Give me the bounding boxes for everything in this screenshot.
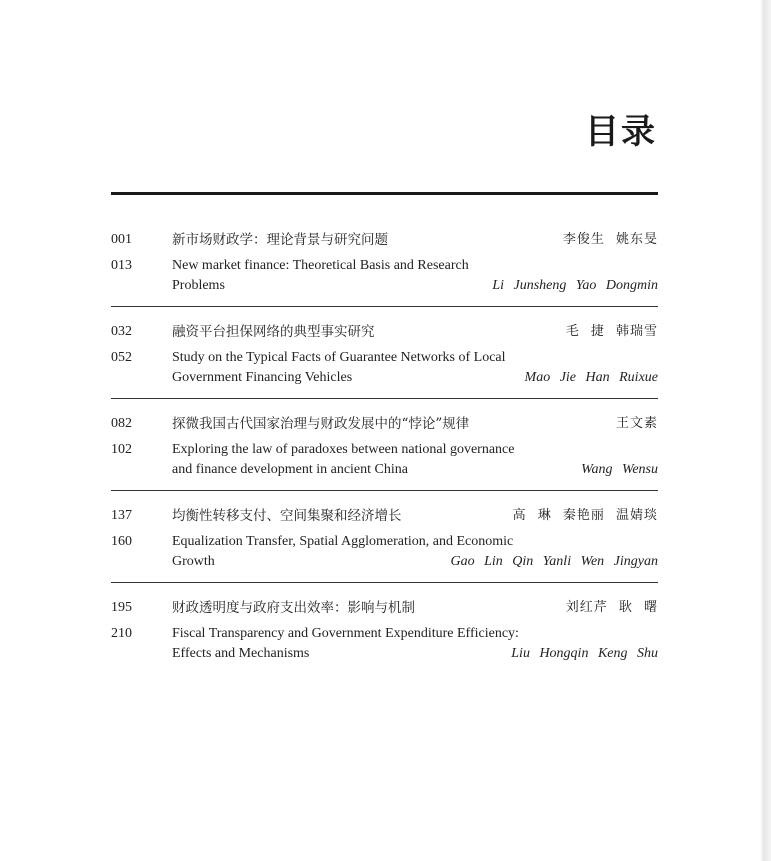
cn-article-title[interactable]: 均衡性转移支付、空间集聚和经济增长 xyxy=(172,508,402,524)
en-article-title-line1[interactable]: New market finance: Theoretical Basis and Research xyxy=(172,258,469,273)
cn-page-number: 195 xyxy=(111,600,132,615)
cn-authors: 李俊生 姚东旻 xyxy=(562,232,658,247)
en-article-title-line2[interactable]: Problems xyxy=(172,278,225,293)
cn-page-number: 032 xyxy=(111,324,132,339)
en-article-title-line2[interactable]: Government Financing Vehicles xyxy=(172,370,353,385)
page-edge xyxy=(760,0,771,861)
cn-page-number: 137 xyxy=(111,508,132,523)
entry-divider xyxy=(111,490,658,491)
cn-authors: 刘红芹 耿 曙 xyxy=(565,600,658,615)
en-article-title-line2[interactable]: Growth xyxy=(172,554,215,569)
en-page-number: 210 xyxy=(111,626,132,641)
entry-divider xyxy=(111,582,658,583)
cn-article-title[interactable]: 财政透明度与政府支出效率：影响与机制 xyxy=(172,600,415,616)
en-article-title-line1[interactable]: Study on the Typical Facts of Guarantee Networks of Local xyxy=(172,350,506,365)
cn-authors: 王文素 xyxy=(615,416,658,431)
en-authors: Gao Lin Qin Yanli Wen Jingyan xyxy=(450,554,658,569)
cn-page-number: 082 xyxy=(111,416,132,431)
en-page-number: 102 xyxy=(111,442,132,457)
en-page-number: 052 xyxy=(111,350,132,365)
en-article-title-line2[interactable]: Effects and Mechanisms xyxy=(172,646,310,661)
page-title: 目录 xyxy=(585,112,657,152)
en-article-title-line1[interactable]: Fiscal Transparency and Government Expenditure Efficiency: xyxy=(172,626,519,641)
table-of-contents xyxy=(111,220,658,680)
en-authors: Mao Jie Han Ruixue xyxy=(524,370,658,385)
entry-divider xyxy=(111,398,658,399)
toc-entry xyxy=(111,496,658,588)
cn-article-title[interactable]: 探微我国古代国家治理与财政发展中的“悖论”规律 xyxy=(172,416,470,432)
en-authors: Li Junsheng Yao Dongmin xyxy=(492,278,658,293)
cn-article-title[interactable]: 新市场财政学：理论背景与研究问题 xyxy=(172,232,388,248)
toc-entry xyxy=(111,588,658,680)
entry-divider xyxy=(111,306,658,307)
en-article-title-line2[interactable]: and finance development in ancient China xyxy=(172,462,408,477)
en-article-title-line1[interactable]: Exploring the law of paradoxes between national governance xyxy=(172,442,515,457)
title-divider xyxy=(111,192,658,195)
toc-entry xyxy=(111,312,658,404)
toc-entry xyxy=(111,220,658,312)
toc-entry xyxy=(111,404,658,496)
en-article-title-line1[interactable]: Equalization Transfer, Spatial Agglomeration, and Economic xyxy=(172,534,514,549)
cn-page-number: 001 xyxy=(111,232,132,247)
en-authors: Wang Wensu xyxy=(581,462,658,477)
cn-article-title[interactable]: 融资平台担保网络的典型事实研究 xyxy=(172,324,375,340)
cn-authors: 毛 捷 韩瑞雪 xyxy=(565,324,658,339)
en-authors: Liu Hongqin Keng Shu xyxy=(511,646,658,661)
cn-authors: 高 琳 秦艳丽 温婧琰 xyxy=(512,508,658,523)
en-page-number: 160 xyxy=(111,534,132,549)
en-page-number: 013 xyxy=(111,258,132,273)
